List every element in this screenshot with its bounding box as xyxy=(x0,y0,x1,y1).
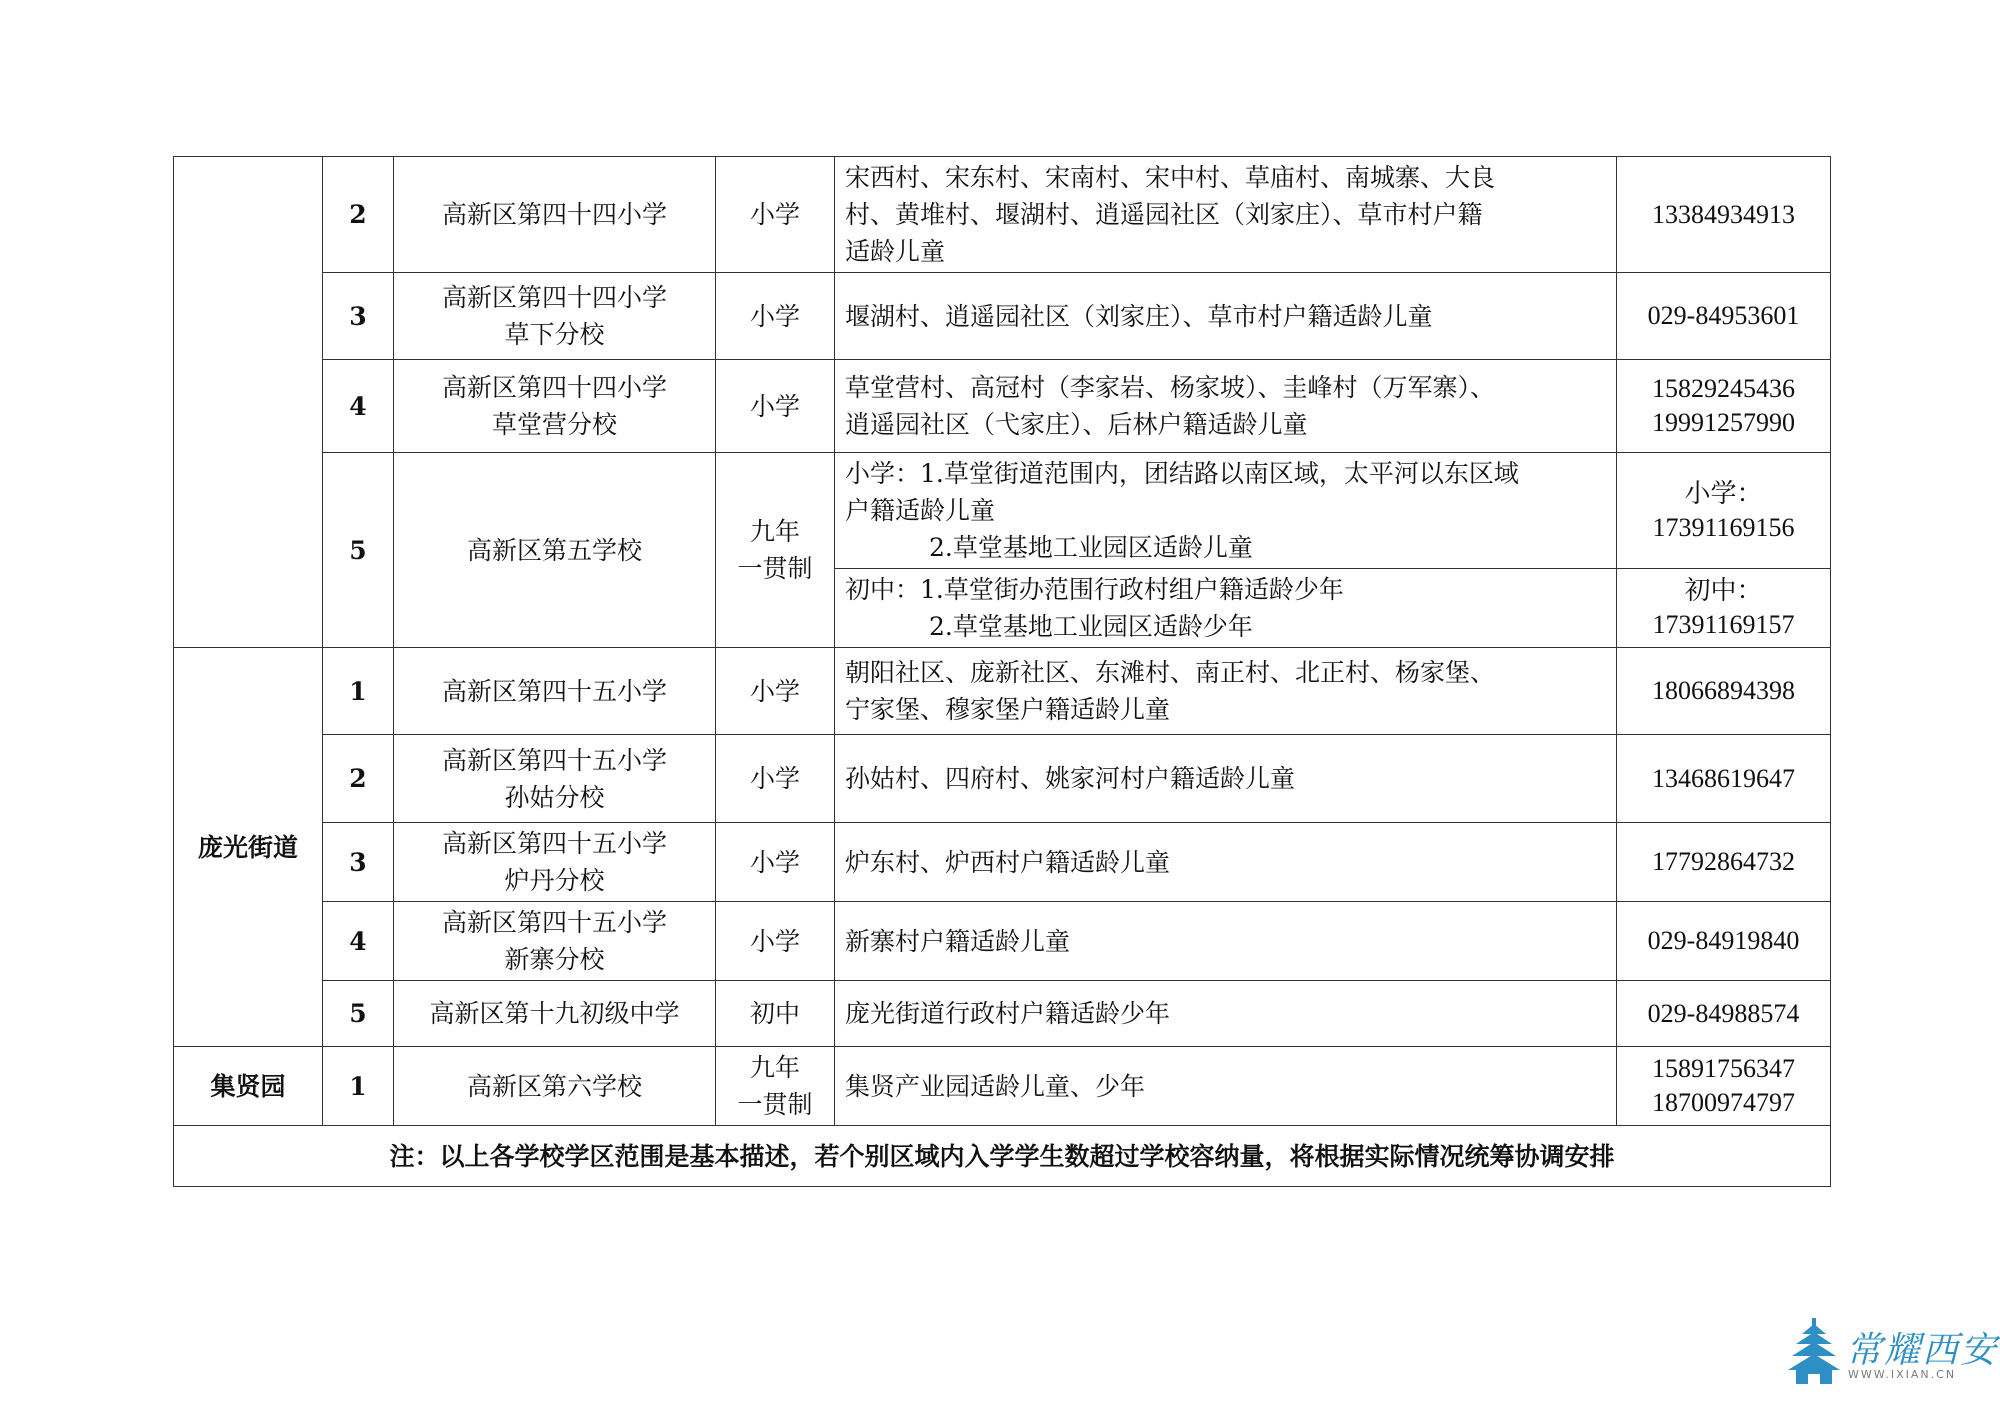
school-name: 高新区第六学校 xyxy=(394,1047,716,1126)
school-type: 小学 xyxy=(716,273,835,360)
school-type: 小学 xyxy=(716,648,835,735)
pagoda-logo-icon xyxy=(1788,1318,1840,1384)
contact-phone-primary: 小学： 17391169156 xyxy=(1617,453,1831,569)
school-name: 高新区第四十五小学 炉丹分校 xyxy=(394,823,716,902)
contact-phone: 13384934913 xyxy=(1617,157,1831,273)
table-footnote: 注：以上各学校学区范围是基本描述，若个别区域内入学学生数超过学校容纳量，将根据实际情况统筹协调安排 xyxy=(174,1126,1831,1187)
contact-phone: 13468619647 xyxy=(1617,735,1831,823)
school-type: 九年 一贯制 xyxy=(716,453,835,648)
contact-phone: 15829245436 19991257990 xyxy=(1617,360,1831,453)
contact-phone: 18066894398 xyxy=(1617,648,1831,735)
school-type: 小学 xyxy=(716,735,835,823)
school-district-table xyxy=(173,156,1831,1187)
school-name: 高新区第四十四小学 草下分校 xyxy=(394,273,716,360)
row-number: 5 xyxy=(323,453,394,648)
table-row xyxy=(174,453,1831,569)
school-type: 小学 xyxy=(716,157,835,273)
enrollment-area: 庞光街道行政村户籍适龄少年 xyxy=(835,981,1617,1047)
street-cell-continued xyxy=(174,157,323,648)
contact-phone: 15891756347 18700974797 xyxy=(1617,1047,1831,1126)
row-number: 5 xyxy=(323,981,394,1047)
enrollment-area: 朝阳社区、庞新社区、东滩村、南正村、北正村、杨家堡、 宁家堡、穆家堡户籍适龄儿童 xyxy=(835,648,1617,735)
school-type: 九年 一贯制 xyxy=(716,1047,835,1126)
watermark-title: 常耀西安 xyxy=(1846,1330,1999,1371)
street-name: 庞光街道 xyxy=(174,648,323,1047)
row-number: 1 xyxy=(323,1047,394,1126)
table-row xyxy=(174,902,1831,981)
school-name: 高新区第四十五小学 xyxy=(394,648,716,735)
watermark-url: WWW.IXIAN.CN xyxy=(1848,1368,1957,1381)
row-number: 2 xyxy=(323,157,394,273)
enrollment-area: 堰湖村、逍遥园社区（刘家庄）、草市村户籍适龄儿童 xyxy=(835,273,1617,360)
table-row xyxy=(174,360,1831,453)
enrollment-area: 集贤产业园适龄儿童、少年 xyxy=(835,1047,1617,1126)
school-name: 高新区第十九初级中学 xyxy=(394,981,716,1047)
contact-phone: 029-84953601 xyxy=(1617,273,1831,360)
school-type: 小学 xyxy=(716,902,835,981)
school-name: 高新区第五学校 xyxy=(394,453,716,648)
table-row xyxy=(174,735,1831,823)
enrollment-area: 炉东村、炉西村户籍适龄儿童 xyxy=(835,823,1617,902)
row-number: 1 xyxy=(323,648,394,735)
street-name: 集贤园 xyxy=(174,1047,323,1126)
enrollment-area: 新寨村户籍适龄儿童 xyxy=(835,902,1617,981)
contact-phone: 17792864732 xyxy=(1617,823,1831,902)
row-number: 4 xyxy=(323,902,394,981)
row-number: 2 xyxy=(323,735,394,823)
enrollment-area-middle: 初中：1.草堂街办范围行政村组户籍适龄少年 2.草堂基地工业园区适龄少年 xyxy=(835,569,1617,648)
table-row xyxy=(174,823,1831,902)
table-row xyxy=(174,1047,1831,1126)
enrollment-area: 宋西村、宋东村、宋南村、宋中村、草庙村、南城寨、大良 村、黄堆村、堰湖村、逍遥园社区（刘家庄）、草市村户籍 适龄儿童 xyxy=(835,157,1617,273)
row-number: 4 xyxy=(323,360,394,453)
school-name: 高新区第四十四小学 草堂营分校 xyxy=(394,360,716,453)
watermark xyxy=(1788,1318,1999,1384)
contact-phone: 029-84988574 xyxy=(1617,981,1831,1047)
table-row xyxy=(174,981,1831,1047)
row-number: 3 xyxy=(323,823,394,902)
table-row xyxy=(174,157,1831,273)
table-row xyxy=(174,648,1831,735)
row-number: 3 xyxy=(323,273,394,360)
enrollment-area: 草堂营村、高冠村（李家岩、杨家坡）、圭峰村（万军寨）、 逍遥园社区（弋家庄）、后林户籍适龄儿童 xyxy=(835,360,1617,453)
contact-phone: 029-84919840 xyxy=(1617,902,1831,981)
contact-phone-middle: 初中： 17391169157 xyxy=(1617,569,1831,648)
school-type: 小学 xyxy=(716,823,835,902)
enrollment-area-primary: 小学：1.草堂街道范围内，团结路以南区域，太平河以东区域 户籍适龄儿童 2.草堂基地工业园区适龄儿童 xyxy=(835,453,1617,569)
table-row xyxy=(174,273,1831,360)
school-type: 小学 xyxy=(716,360,835,453)
school-name: 高新区第四十四小学 xyxy=(394,157,716,273)
enrollment-area: 孙姑村、四府村、姚家河村户籍适龄儿童 xyxy=(835,735,1617,823)
school-name: 高新区第四十五小学 孙姑分校 xyxy=(394,735,716,823)
table-row xyxy=(174,1126,1831,1187)
school-type: 初中 xyxy=(716,981,835,1047)
school-name: 高新区第四十五小学 新寨分校 xyxy=(394,902,716,981)
